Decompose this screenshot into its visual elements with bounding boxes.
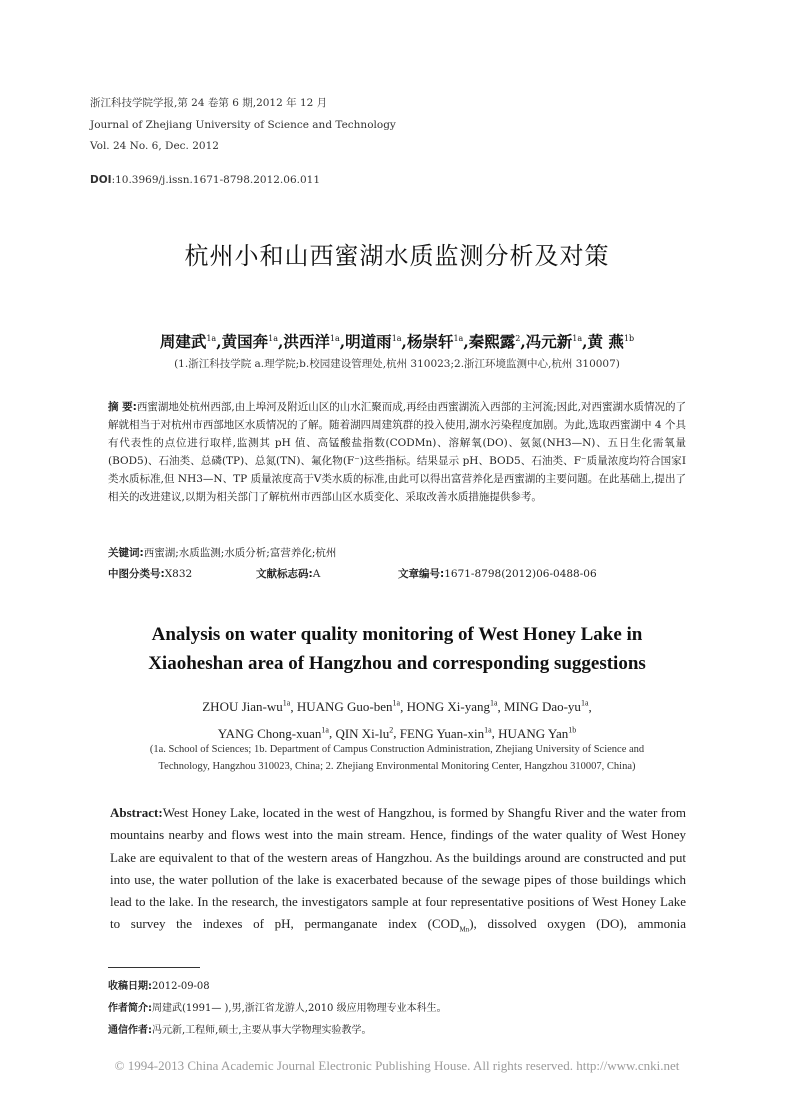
footnote-received-label: 收稿日期: <box>108 981 152 992</box>
author-name: HUANG Guo-ben <box>296 699 393 715</box>
abstract-cn-text: 西蜜湖地处杭州西部,由上埠河及附近山区的山水汇聚而成,再经由西蜜湖流入西部的主河流;因此,对西蜜湖水质情况的了解就相当于对杭州市西部地区水质情况的了解。随着湖四周建筑群的投入使用,湖水污染程度加剧。为此,选取西蜜湖中 4 个具有代表性的点位进行取样,监测其 pH 值、高锰酸盐指数(CODMn)、溶解氧(DO)、氨氮(NH3—N)、五日生化需氧量(BOD5)、石油类、总磷(TP)、总氮(TN)、氟化物(F⁻)这些指标。结果显示 pH、BOD5、石油类、F⁻质量浓度均符合国家Ⅰ类水质标准,但 NH3—N、TP 质量浓度高于Ⅴ类水质的标准,由此可以得出富营养化是西蜜湖的主要问题。在此基础上,提出了相关的改进建议,以期为相关部门了解杭州市西部山区水质变化、采取改善水质措施提供参考。 <box>108 401 686 503</box>
author-separator: , <box>582 332 588 351</box>
affiliation-en-line2: Technology, Hangzhou 310023, China; 2. Zhejiang Environmental Monitoring Center, Hangzhou 310007, China) <box>158 761 636 772</box>
author-cn-0 <box>160 332 216 351</box>
doi-value[interactable]: :10.3969/j.issn.1671-8798.2012.06.011 <box>111 174 321 186</box>
footnote-rule <box>108 967 200 968</box>
author-affiliation-mark: 1b <box>623 333 635 343</box>
author-name: QIN Xi-lu <box>335 725 390 741</box>
author-affiliation-mark: 1a <box>392 699 401 708</box>
author-separator: , <box>393 725 400 741</box>
abstract-en-label: Abstract: <box>110 805 163 820</box>
journal-volume: Vol. 24 No. 6, Dec. 2012 <box>90 140 219 152</box>
paper-title-en <box>0 620 794 678</box>
author-list-en-line1 <box>0 692 794 718</box>
author-affiliation-mark: 1a <box>268 333 278 343</box>
author-affiliation-mark: 1a <box>206 333 217 343</box>
author-affiliation-mark: 2 <box>389 725 394 735</box>
author-en-3 <box>504 699 588 714</box>
author-en-2 <box>407 699 498 714</box>
author-separator: , <box>290 699 297 715</box>
author-affiliation-mark: 1a <box>489 699 498 708</box>
abstract-cn-label: 摘 要: <box>108 401 137 413</box>
author-name: YANG Chong-xuan <box>217 725 322 741</box>
author-separator: , <box>328 725 336 741</box>
author-separator: , <box>216 332 222 351</box>
affiliation-cn: (1.浙江科技学院 a.理学院;b.校园建设管理处,杭州 310023;2.浙江环境监测中心,杭州 310007) <box>174 358 620 370</box>
doi-label: DOI <box>90 174 112 186</box>
author-name: 杨崇轩 <box>406 332 454 351</box>
author-affiliation-mark: 1a <box>282 699 291 708</box>
author-separator: , <box>491 725 499 741</box>
document-code-value: A <box>312 568 321 580</box>
article-number-label: 文章编号: <box>398 568 445 580</box>
footnotes <box>108 976 447 1042</box>
author-name: 冯元新 <box>525 332 573 351</box>
journal-name-en: Journal of Zhejiang University of Science and Technology <box>90 119 396 131</box>
author-name: 黄国奔 <box>221 332 269 351</box>
author-affiliation-mark: 1a <box>453 333 464 343</box>
paper-title-en-line2: Xiaoheshan area of Hangzhou and corresponding suggestions <box>148 653 646 674</box>
keywords-cn-label: 关键词: <box>108 547 144 559</box>
author-name: ZHOU Jian-wu <box>202 699 283 715</box>
article-number-value: 1671-8798(2012)06-0488-06 <box>444 568 597 580</box>
abstract-en-subscript: Mn <box>459 926 470 935</box>
abstract-en-text: West Honey Lake, located in the west of Hangzhou, is formed by Shangfu River and the water from mountains nearby and flows west into the main stream. Hence, findings of the water quality of West Honey Lake are equivalent to that of the western areas of Hangzhou. As the buildings around are constructed and put into use, the water pollution of the lake is exacerbated because of the sewage pipes of those buildings which lead to the lake. In the research, the investigators sample at four representative positions of West Honey Lake to survey the indexes of pH, permanganate index (COD <box>110 805 686 932</box>
author-affiliation-mark: 1a <box>329 333 340 343</box>
author-en2-3 <box>498 726 576 741</box>
author-affiliation-mark: 2 <box>515 333 521 343</box>
author-en-1 <box>297 699 400 714</box>
keywords-cn-text: 西蜜湖;水质监测;水质分析;富营养化;杭州 <box>143 547 337 559</box>
author-name: 周建武 <box>159 332 207 351</box>
author-separator: , <box>520 332 526 351</box>
footnote-author-bio-label: 作者简介: <box>108 1003 152 1014</box>
affiliation-en <box>0 741 794 775</box>
author-name: MING Dao-yu <box>504 699 581 715</box>
author-affiliation-mark: 1a <box>391 333 402 343</box>
classification-line <box>108 566 597 582</box>
author-affiliation-mark: 1a <box>321 725 329 735</box>
author-separator: , <box>339 332 346 351</box>
footnote-received <box>108 976 447 998</box>
author-en-0 <box>202 699 290 714</box>
footnote-author-bio <box>108 998 447 1020</box>
author-name: 黄 燕 <box>587 332 624 351</box>
clc-value: X832 <box>164 568 193 580</box>
doi-line <box>90 174 320 186</box>
footnote-author-bio-text: 周建武(1991— ),男,浙江省龙游人,2010 级应用物理专业本科生。 <box>152 1003 447 1014</box>
author-en2-2 <box>400 726 492 741</box>
author-separator: , <box>401 332 407 351</box>
author-name: HONG Xi-yang <box>406 699 490 715</box>
abstract-en <box>110 802 686 941</box>
author-cn-7 <box>588 332 635 351</box>
author-name: 洪西洋 <box>283 332 330 351</box>
document-code <box>256 566 320 581</box>
author-affiliation-mark: 1a <box>572 333 583 343</box>
footnote-corresponding-label: 通信作者: <box>108 1025 152 1036</box>
author-list-en <box>0 692 794 745</box>
abstract-cn <box>108 398 686 506</box>
footnote-corresponding-text: 冯元新,工程师,硕士,主要从事大学物理实验教学。 <box>152 1025 372 1036</box>
author-list-cn <box>0 330 794 352</box>
author-cn-4 <box>407 332 463 351</box>
author-name: HUANG Yan <box>498 725 569 741</box>
author-separator: , <box>588 699 592 715</box>
author-en2-0 <box>218 726 329 741</box>
author-separator: , <box>463 332 469 351</box>
author-name: FENG Yuan-xin <box>399 725 485 741</box>
author-cn-1 <box>222 332 278 351</box>
copyright-footer: © 1994-2013 China Academic Journal Electronic Publishing House. All rights reserved. http://www.cnki.net <box>114 1058 680 1073</box>
document-code-label: 文献标志码: <box>256 568 313 580</box>
author-cn-5 <box>469 332 521 351</box>
author-cn-2 <box>283 332 339 351</box>
journal-name-cn: 浙江科技学院学报,第 24 卷第 6 期,2012 年 12 月 <box>90 97 328 109</box>
author-name: 秦熙露 <box>468 332 516 351</box>
author-affiliation-mark: 1a <box>484 725 492 735</box>
author-cn-6 <box>526 332 582 351</box>
author-en2-1 <box>335 726 393 741</box>
clc-number <box>108 566 192 581</box>
paper-title-cn: 杭州小和山西蜜湖水质监测分析及对策 <box>184 242 610 270</box>
author-affiliation-mark: 1a <box>580 699 589 708</box>
footnote-received-text: 2012-09-08 <box>152 981 210 992</box>
author-affiliation-mark: 1b <box>568 725 577 735</box>
author-cn-3 <box>345 332 401 351</box>
author-separator: , <box>277 332 284 351</box>
footnote-corresponding-author <box>108 1020 447 1042</box>
paper-title-en-line1: Analysis on water quality monitoring of West Honey Lake in <box>151 624 643 645</box>
abstract-en-text-end: ), dissolved oxygen (DO), ammonia <box>469 916 686 932</box>
article-number <box>398 566 597 581</box>
author-name: 明道雨 <box>345 332 392 351</box>
clc-label: 中图分类号: <box>108 568 165 580</box>
author-separator: , <box>400 699 407 715</box>
keywords-cn <box>108 545 336 560</box>
author-separator: , <box>497 699 505 715</box>
affiliation-en-line1: (1a. School of Sciences; 1b. Department of Campus Construction Administration, Zhejiang University of Science and <box>149 744 645 755</box>
